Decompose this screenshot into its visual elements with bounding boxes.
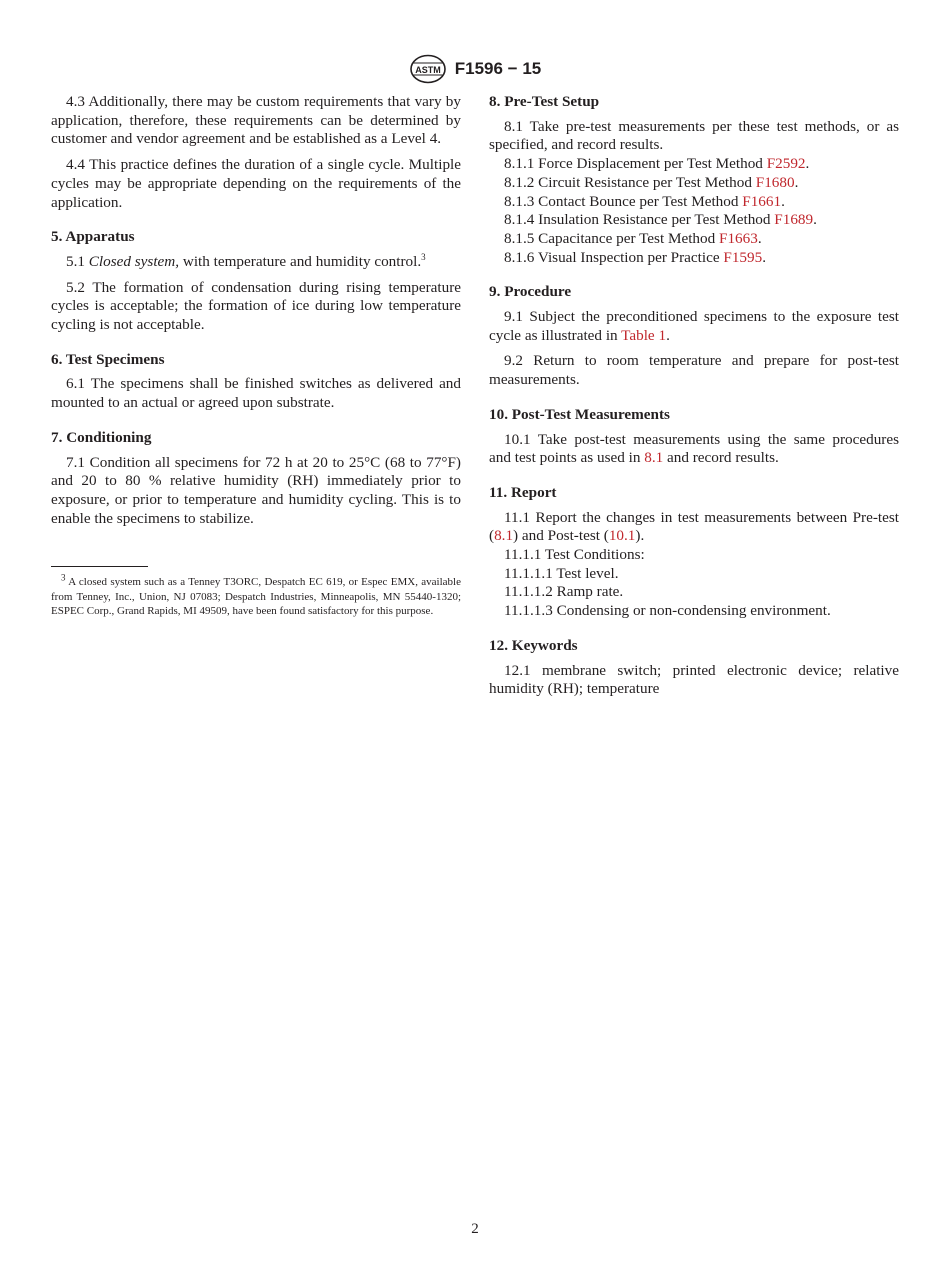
test-method-link[interactable]: F1680 xyxy=(755,173,795,191)
heading-conditioning: 7. Conditioning xyxy=(51,428,152,446)
heading-report: 11. Report xyxy=(489,483,557,501)
report-items-list xyxy=(489,546,899,621)
right-column xyxy=(489,93,899,706)
list-item: 11.1.1 Test Conditions: xyxy=(504,546,645,564)
section-8-1-link[interactable]: 8.1 xyxy=(644,449,664,467)
paragraph-11-1: 11.1 Report the changes in test measurements between Pre-test (8.1) and Post-test (10.1). xyxy=(489,508,899,545)
paragraph-5-2: 5.2 The formation of condensation during rising temperature cycles is acceptable; the formation of ice during low temperature cycling is not acceptable. xyxy=(51,278,461,334)
footnote-divider xyxy=(51,566,148,567)
heading-apparatus: 5. Apparatus xyxy=(51,228,135,246)
paragraph-8-1: 8.1 Take pre-test measurements per these test methods, or as specified, and record results. xyxy=(489,117,899,154)
paragraph-10-1: 10.1 Take post-test measurements using the same procedures and test points as used in 8.1 and record results. xyxy=(489,430,899,467)
heading-keywords: 12. Keywords xyxy=(489,636,578,654)
paragraph-12-1: 12.1 membrane switch; printed electronic device; relative humidity (RH); temperature xyxy=(489,661,899,698)
test-method-link[interactable]: F1663 xyxy=(719,229,758,247)
list-item: 8.1.2 Circuit Resistance per Test Method F1680. xyxy=(504,173,799,191)
heading-pre-test-setup: 8. Pre-Test Setup xyxy=(489,93,600,110)
section-10-1-link[interactable]: 10.1 xyxy=(608,527,636,545)
astm-logo-icon xyxy=(409,54,447,84)
paragraph-4-3: 4.3 Additionally, there may be custom requirements that vary by application, therefore, these requirements can be determined by customer and vendor agreement and be established as a Level 4. xyxy=(51,93,461,148)
page-header xyxy=(0,54,950,84)
list-item: 8.1.1 Force Displacement per Test Method F2592. xyxy=(504,155,810,173)
list-item: 8.1.3 Contact Bounce per Test Method F1661. xyxy=(504,192,785,210)
list-item: 8.1.5 Capacitance per Test Method F1663. xyxy=(504,229,762,247)
heading-test-specimens: 6. Test Specimens xyxy=(51,350,165,368)
heading-procedure: 9. Procedure xyxy=(489,283,572,301)
footnote-3: $^3$ A closed system such as a Tenney T3ORC, Despatch EC 619, or Espec EMX, available from Tenney, Inc., Union, NJ 07083; Despatch Industries, Minneapolis, MN 55440-1320; ESPEC Corp., Grand Rapids, MI 49509, have been found satisfactory for this purpose. xyxy=(51,572,461,617)
list-item: 11.1.1.1 Test level. xyxy=(504,564,619,582)
page-number: 2 xyxy=(471,1221,479,1237)
heading-post-test-measurements: 10. Post-Test Measurements xyxy=(489,405,670,423)
list-item: 8.1.4 Insulation Resistance per Test Method F1689. xyxy=(504,211,817,229)
section-8-1-link[interactable]: 8.1 xyxy=(494,527,514,545)
test-method-link[interactable]: F1595 xyxy=(723,248,763,266)
paragraph-7-1: 7.1 Condition all specimens for 72 h at 20 to 25°C (68 to 77°F) and 20 to 80 % relative humidity (RH) immediately prior to exposure, or prior to temperature and humidity cycling. This is to enable the specimens to stabilize. xyxy=(51,453,461,527)
list-item: 11.1.1.3 Condensing or non-condensing environment. xyxy=(504,602,831,620)
paragraph-5-1: 5.1 Closed system, with temperature and humidity control.$^3$ xyxy=(66,251,426,270)
svg-text:ASTM: ASTM xyxy=(415,65,441,75)
paragraph-6-1: 6.1 The specimens shall be finished switches as delivered and mounted to an actual or agreed upon substrate. xyxy=(51,375,461,412)
list-item: 8.1.6 Visual Inspection per Practice F1595. xyxy=(504,248,767,266)
left-column xyxy=(51,93,461,618)
paragraph-4-4: 4.4 This practice defines the duration of a single cycle. Multiple cycles may be appropriate depending on the requirements of the application. xyxy=(51,156,461,211)
paragraph-9-2: 9.2 Return to room temperature and prepare for post-test measurements. xyxy=(489,352,899,389)
pre-test-method-list xyxy=(489,155,899,267)
table-1-link[interactable]: Table 1 xyxy=(621,326,667,344)
document-id: F1596 − 15 xyxy=(454,59,542,78)
test-method-link[interactable]: F2592 xyxy=(766,155,806,173)
paragraph-9-1: 9.1 Subject the preconditioned specimens to the exposure test cycle as illustrated in Table 1. xyxy=(489,308,899,344)
test-method-link[interactable]: F1689 xyxy=(774,211,814,229)
test-method-link[interactable]: F1661 xyxy=(742,192,782,210)
list-item: 11.1.1.2 Ramp rate. xyxy=(504,583,624,601)
